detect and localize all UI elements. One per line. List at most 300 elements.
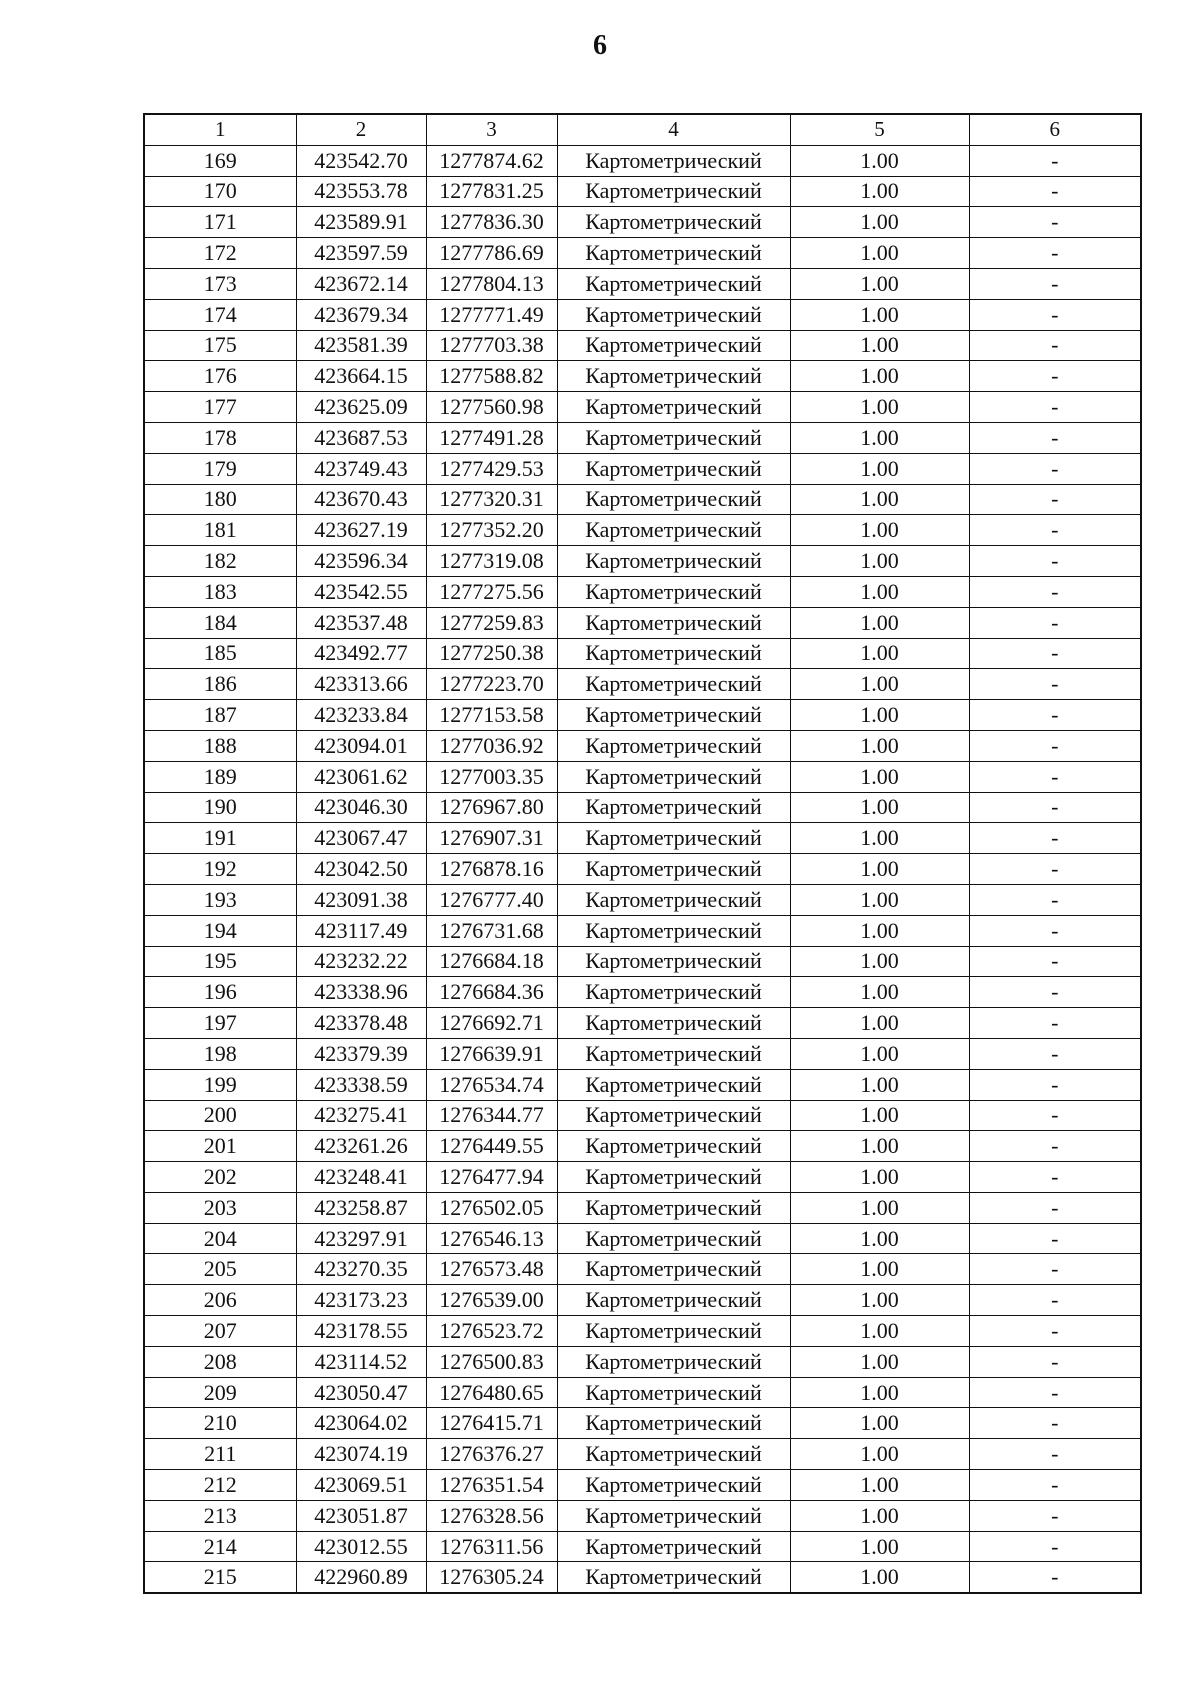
- column-header-5: 5: [790, 114, 969, 145]
- method-cell: Картометрический: [557, 1162, 790, 1193]
- note-cell: -: [969, 1377, 1141, 1408]
- table-row: [144, 1223, 1141, 1254]
- y-coordinate-cell: 1277036.92: [426, 730, 557, 761]
- x-coordinate-cell: 423627.19: [296, 515, 426, 546]
- point-number-cell: 205: [144, 1254, 296, 1285]
- method-cell: Картометрический: [557, 1008, 790, 1039]
- table-row: [144, 484, 1141, 515]
- accuracy-cell: 1.00: [790, 238, 969, 269]
- table-row: [144, 915, 1141, 946]
- x-coordinate-cell: 423542.70: [296, 145, 426, 176]
- point-number-cell: 170: [144, 176, 296, 207]
- method-cell: Картометрический: [557, 422, 790, 453]
- point-number-cell: 189: [144, 761, 296, 792]
- note-cell: -: [969, 1069, 1141, 1100]
- point-number-cell: 179: [144, 453, 296, 484]
- x-coordinate-cell: 423581.39: [296, 330, 426, 361]
- x-coordinate-cell: 423094.01: [296, 730, 426, 761]
- note-cell: -: [969, 268, 1141, 299]
- point-number-cell: 175: [144, 330, 296, 361]
- point-number-cell: 201: [144, 1131, 296, 1162]
- point-number-cell: 199: [144, 1069, 296, 1100]
- table-row: [144, 546, 1141, 577]
- note-cell: -: [969, 515, 1141, 546]
- note-cell: -: [969, 1408, 1141, 1439]
- y-coordinate-cell: 1276376.27: [426, 1439, 557, 1470]
- table-row: [144, 392, 1141, 423]
- point-number-cell: 211: [144, 1439, 296, 1470]
- point-number-cell: 181: [144, 515, 296, 546]
- table-row: [144, 1162, 1141, 1193]
- note-cell: -: [969, 1192, 1141, 1223]
- point-number-cell: 183: [144, 576, 296, 607]
- note-cell: -: [969, 1100, 1141, 1131]
- table-row: [144, 607, 1141, 638]
- x-coordinate-cell: 423338.59: [296, 1069, 426, 1100]
- accuracy-cell: 1.00: [790, 361, 969, 392]
- y-coordinate-cell: 1277003.35: [426, 761, 557, 792]
- column-header-6: 6: [969, 114, 1141, 145]
- y-coordinate-cell: 1276573.48: [426, 1254, 557, 1285]
- y-coordinate-cell: 1277352.20: [426, 515, 557, 546]
- table-body: [144, 145, 1141, 1593]
- method-cell: Картометрический: [557, 854, 790, 885]
- table-row: [144, 761, 1141, 792]
- note-cell: -: [969, 884, 1141, 915]
- table-header: [144, 114, 1141, 145]
- method-cell: Картометрический: [557, 576, 790, 607]
- table-row: [144, 854, 1141, 885]
- point-number-cell: 186: [144, 669, 296, 700]
- point-number-cell: 173: [144, 268, 296, 299]
- point-number-cell: 178: [144, 422, 296, 453]
- accuracy-cell: 1.00: [790, 1069, 969, 1100]
- column-header-1: 1: [144, 114, 296, 145]
- point-number-cell: 212: [144, 1470, 296, 1501]
- note-cell: -: [969, 1562, 1141, 1593]
- y-coordinate-cell: 1276480.65: [426, 1377, 557, 1408]
- table-row: [144, 145, 1141, 176]
- accuracy-cell: 1.00: [790, 761, 969, 792]
- accuracy-cell: 1.00: [790, 1408, 969, 1439]
- y-coordinate-cell: 1276684.36: [426, 977, 557, 1008]
- x-coordinate-cell: 423173.23: [296, 1285, 426, 1316]
- point-number-cell: 200: [144, 1100, 296, 1131]
- y-coordinate-cell: 1277319.08: [426, 546, 557, 577]
- table-row: [144, 422, 1141, 453]
- y-coordinate-cell: 1276534.74: [426, 1069, 557, 1100]
- table-row: [144, 638, 1141, 669]
- method-cell: Картометрический: [557, 299, 790, 330]
- point-number-cell: 203: [144, 1192, 296, 1223]
- method-cell: Картометрический: [557, 145, 790, 176]
- note-cell: -: [969, 422, 1141, 453]
- x-coordinate-cell: 423553.78: [296, 176, 426, 207]
- accuracy-cell: 1.00: [790, 1346, 969, 1377]
- method-cell: Картометрический: [557, 1562, 790, 1593]
- accuracy-cell: 1.00: [790, 792, 969, 823]
- note-cell: -: [969, 792, 1141, 823]
- table-row: [144, 361, 1141, 392]
- point-number-cell: 176: [144, 361, 296, 392]
- table-row: [144, 176, 1141, 207]
- x-coordinate-cell: 423672.14: [296, 268, 426, 299]
- method-cell: Картометрический: [557, 638, 790, 669]
- point-number-cell: 193: [144, 884, 296, 915]
- x-coordinate-cell: 423046.30: [296, 792, 426, 823]
- note-cell: -: [969, 453, 1141, 484]
- table-row: [144, 1100, 1141, 1131]
- method-cell: Картометрический: [557, 607, 790, 638]
- table-row: [144, 1038, 1141, 1069]
- table-row: [144, 515, 1141, 546]
- method-cell: Картометрический: [557, 1500, 790, 1531]
- method-cell: Картометрический: [557, 330, 790, 361]
- note-cell: -: [969, 607, 1141, 638]
- point-number-cell: 177: [144, 392, 296, 423]
- point-number-cell: 195: [144, 946, 296, 977]
- accuracy-cell: 1.00: [790, 1439, 969, 1470]
- table-row: [144, 1439, 1141, 1470]
- method-cell: Картометрический: [557, 884, 790, 915]
- table-row: [144, 946, 1141, 977]
- point-number-cell: 187: [144, 700, 296, 731]
- accuracy-cell: 1.00: [790, 1500, 969, 1531]
- x-coordinate-cell: 423625.09: [296, 392, 426, 423]
- page-number: 6: [593, 30, 607, 61]
- coordinates-table: [143, 113, 1142, 1594]
- y-coordinate-cell: 1276539.00: [426, 1285, 557, 1316]
- method-cell: Картометрический: [557, 268, 790, 299]
- note-cell: -: [969, 761, 1141, 792]
- note-cell: -: [969, 299, 1141, 330]
- table-row: [144, 884, 1141, 915]
- accuracy-cell: 1.00: [790, 1038, 969, 1069]
- x-coordinate-cell: 423232.22: [296, 946, 426, 977]
- point-number-cell: 182: [144, 546, 296, 577]
- method-cell: Картометрический: [557, 361, 790, 392]
- note-cell: -: [969, 1038, 1141, 1069]
- point-number-cell: 184: [144, 607, 296, 638]
- accuracy-cell: 1.00: [790, 392, 969, 423]
- x-coordinate-cell: 423670.43: [296, 484, 426, 515]
- point-number-cell: 208: [144, 1346, 296, 1377]
- y-coordinate-cell: 1277836.30: [426, 207, 557, 238]
- x-coordinate-cell: 423338.96: [296, 977, 426, 1008]
- x-coordinate-cell: 423258.87: [296, 1192, 426, 1223]
- point-number-cell: 210: [144, 1408, 296, 1439]
- note-cell: -: [969, 638, 1141, 669]
- accuracy-cell: 1.00: [790, 1131, 969, 1162]
- x-coordinate-cell: 423233.84: [296, 700, 426, 731]
- method-cell: Картометрический: [557, 453, 790, 484]
- table-row: [144, 1346, 1141, 1377]
- method-cell: Картометрический: [557, 669, 790, 700]
- accuracy-cell: 1.00: [790, 515, 969, 546]
- x-coordinate-cell: 423297.91: [296, 1223, 426, 1254]
- point-number-cell: 214: [144, 1531, 296, 1562]
- note-cell: -: [969, 392, 1141, 423]
- point-number-cell: 190: [144, 792, 296, 823]
- note-cell: -: [969, 1316, 1141, 1347]
- accuracy-cell: 1.00: [790, 1470, 969, 1501]
- note-cell: -: [969, 977, 1141, 1008]
- point-number-cell: 191: [144, 823, 296, 854]
- table-row: [144, 238, 1141, 269]
- accuracy-cell: 1.00: [790, 1008, 969, 1039]
- x-coordinate-cell: 423542.55: [296, 576, 426, 607]
- x-coordinate-cell: 423687.53: [296, 422, 426, 453]
- note-cell: -: [969, 576, 1141, 607]
- method-cell: Картометрический: [557, 176, 790, 207]
- table-row: [144, 453, 1141, 484]
- x-coordinate-cell: 423270.35: [296, 1254, 426, 1285]
- x-coordinate-cell: 423596.34: [296, 546, 426, 577]
- accuracy-cell: 1.00: [790, 1377, 969, 1408]
- table-row: [144, 1531, 1141, 1562]
- accuracy-cell: 1.00: [790, 1100, 969, 1131]
- table-row: [144, 1377, 1141, 1408]
- note-cell: -: [969, 330, 1141, 361]
- y-coordinate-cell: 1277874.62: [426, 145, 557, 176]
- y-coordinate-cell: 1276500.83: [426, 1346, 557, 1377]
- y-coordinate-cell: 1277275.56: [426, 576, 557, 607]
- x-coordinate-cell: 423051.87: [296, 1500, 426, 1531]
- table-row: [144, 792, 1141, 823]
- y-coordinate-cell: 1276684.18: [426, 946, 557, 977]
- note-cell: -: [969, 176, 1141, 207]
- accuracy-cell: 1.00: [790, 546, 969, 577]
- note-cell: -: [969, 207, 1141, 238]
- accuracy-cell: 1.00: [790, 607, 969, 638]
- table-row: [144, 1500, 1141, 1531]
- accuracy-cell: 1.00: [790, 977, 969, 1008]
- accuracy-cell: 1.00: [790, 884, 969, 915]
- x-coordinate-cell: 423061.62: [296, 761, 426, 792]
- x-coordinate-cell: 423091.38: [296, 884, 426, 915]
- method-cell: Картометрический: [557, 977, 790, 1008]
- accuracy-cell: 1.00: [790, 299, 969, 330]
- point-number-cell: 215: [144, 1562, 296, 1593]
- x-coordinate-cell: 423537.48: [296, 607, 426, 638]
- note-cell: -: [969, 823, 1141, 854]
- accuracy-cell: 1.00: [790, 915, 969, 946]
- point-number-cell: 185: [144, 638, 296, 669]
- point-number-cell: 172: [144, 238, 296, 269]
- accuracy-cell: 1.00: [790, 422, 969, 453]
- y-coordinate-cell: 1276639.91: [426, 1038, 557, 1069]
- method-cell: Картометрический: [557, 207, 790, 238]
- table-row: [144, 730, 1141, 761]
- point-number-cell: 204: [144, 1223, 296, 1254]
- method-cell: Картометрический: [557, 1377, 790, 1408]
- column-header-3: 3: [426, 114, 557, 145]
- method-cell: Картометрический: [557, 1346, 790, 1377]
- y-coordinate-cell: 1276305.24: [426, 1562, 557, 1593]
- x-coordinate-cell: 423679.34: [296, 299, 426, 330]
- x-coordinate-cell: 423114.52: [296, 1346, 426, 1377]
- method-cell: Картометрический: [557, 700, 790, 731]
- method-cell: Картометрический: [557, 915, 790, 946]
- y-coordinate-cell: 1277250.38: [426, 638, 557, 669]
- note-cell: -: [969, 1285, 1141, 1316]
- method-cell: Картометрический: [557, 1470, 790, 1501]
- y-coordinate-cell: 1276777.40: [426, 884, 557, 915]
- accuracy-cell: 1.00: [790, 576, 969, 607]
- point-number-cell: 194: [144, 915, 296, 946]
- method-cell: Картометрический: [557, 1131, 790, 1162]
- method-cell: Картометрический: [557, 1223, 790, 1254]
- x-coordinate-cell: 422960.89: [296, 1562, 426, 1593]
- point-number-cell: 209: [144, 1377, 296, 1408]
- note-cell: -: [969, 1131, 1141, 1162]
- note-cell: -: [969, 1008, 1141, 1039]
- accuracy-cell: 1.00: [790, 330, 969, 361]
- table-row: [144, 207, 1141, 238]
- table-row: [144, 1316, 1141, 1347]
- note-cell: -: [969, 238, 1141, 269]
- x-coordinate-cell: 423597.59: [296, 238, 426, 269]
- accuracy-cell: 1.00: [790, 1162, 969, 1193]
- x-coordinate-cell: 423067.47: [296, 823, 426, 854]
- x-coordinate-cell: 423664.15: [296, 361, 426, 392]
- method-cell: Картометрический: [557, 1285, 790, 1316]
- note-cell: -: [969, 1346, 1141, 1377]
- y-coordinate-cell: 1276692.71: [426, 1008, 557, 1039]
- method-cell: Картометрический: [557, 761, 790, 792]
- method-cell: Картометрический: [557, 730, 790, 761]
- x-coordinate-cell: 423012.55: [296, 1531, 426, 1562]
- column-header-2: 2: [296, 114, 426, 145]
- x-coordinate-cell: 423492.77: [296, 638, 426, 669]
- accuracy-cell: 1.00: [790, 730, 969, 761]
- note-cell: -: [969, 700, 1141, 731]
- point-number-cell: 196: [144, 977, 296, 1008]
- note-cell: -: [969, 1254, 1141, 1285]
- table-row: [144, 823, 1141, 854]
- note-cell: -: [969, 484, 1141, 515]
- y-coordinate-cell: 1276344.77: [426, 1100, 557, 1131]
- y-coordinate-cell: 1277771.49: [426, 299, 557, 330]
- method-cell: Картометрический: [557, 1038, 790, 1069]
- table-row: [144, 1470, 1141, 1501]
- method-cell: Картометрический: [557, 946, 790, 977]
- accuracy-cell: 1.00: [790, 268, 969, 299]
- table-row: [144, 1192, 1141, 1223]
- accuracy-cell: 1.00: [790, 484, 969, 515]
- y-coordinate-cell: 1277831.25: [426, 176, 557, 207]
- table-row: [144, 1008, 1141, 1039]
- note-cell: -: [969, 669, 1141, 700]
- y-coordinate-cell: 1276311.56: [426, 1531, 557, 1562]
- note-cell: -: [969, 145, 1141, 176]
- note-cell: -: [969, 915, 1141, 946]
- accuracy-cell: 1.00: [790, 638, 969, 669]
- point-number-cell: 206: [144, 1285, 296, 1316]
- x-coordinate-cell: 423749.43: [296, 453, 426, 484]
- accuracy-cell: 1.00: [790, 1531, 969, 1562]
- table-row: [144, 299, 1141, 330]
- method-cell: Картометрический: [557, 515, 790, 546]
- method-cell: Картометрический: [557, 238, 790, 269]
- note-cell: -: [969, 361, 1141, 392]
- accuracy-cell: 1.00: [790, 145, 969, 176]
- y-coordinate-cell: 1276907.31: [426, 823, 557, 854]
- y-coordinate-cell: 1277703.38: [426, 330, 557, 361]
- x-coordinate-cell: 423042.50: [296, 854, 426, 885]
- y-coordinate-cell: 1276502.05: [426, 1192, 557, 1223]
- table-row: [144, 1285, 1141, 1316]
- point-number-cell: 180: [144, 484, 296, 515]
- table-row: [144, 669, 1141, 700]
- method-cell: Картометрический: [557, 823, 790, 854]
- x-coordinate-cell: 423050.47: [296, 1377, 426, 1408]
- y-coordinate-cell: 1277153.58: [426, 700, 557, 731]
- x-coordinate-cell: 423064.02: [296, 1408, 426, 1439]
- table-row: [144, 1131, 1141, 1162]
- y-coordinate-cell: 1276415.71: [426, 1408, 557, 1439]
- point-number-cell: 169: [144, 145, 296, 176]
- method-cell: Картометрический: [557, 1439, 790, 1470]
- point-number-cell: 213: [144, 1500, 296, 1531]
- method-cell: Картометрический: [557, 1316, 790, 1347]
- method-cell: Картометрический: [557, 1531, 790, 1562]
- y-coordinate-cell: 1276967.80: [426, 792, 557, 823]
- point-number-cell: 197: [144, 1008, 296, 1039]
- accuracy-cell: 1.00: [790, 1254, 969, 1285]
- x-coordinate-cell: 423117.49: [296, 915, 426, 946]
- header-row: [144, 114, 1141, 145]
- y-coordinate-cell: 1276351.54: [426, 1470, 557, 1501]
- y-coordinate-cell: 1277804.13: [426, 268, 557, 299]
- accuracy-cell: 1.00: [790, 453, 969, 484]
- y-coordinate-cell: 1276328.56: [426, 1500, 557, 1531]
- x-coordinate-cell: 423074.19: [296, 1439, 426, 1470]
- note-cell: -: [969, 546, 1141, 577]
- accuracy-cell: 1.00: [790, 207, 969, 238]
- note-cell: -: [969, 1223, 1141, 1254]
- table-row: [144, 1254, 1141, 1285]
- table-row: [144, 1562, 1141, 1593]
- note-cell: -: [969, 1500, 1141, 1531]
- accuracy-cell: 1.00: [790, 854, 969, 885]
- y-coordinate-cell: 1277259.83: [426, 607, 557, 638]
- y-coordinate-cell: 1276449.55: [426, 1131, 557, 1162]
- y-coordinate-cell: 1276523.72: [426, 1316, 557, 1347]
- method-cell: Картометрический: [557, 1100, 790, 1131]
- accuracy-cell: 1.00: [790, 669, 969, 700]
- y-coordinate-cell: 1276546.13: [426, 1223, 557, 1254]
- y-coordinate-cell: 1277429.53: [426, 453, 557, 484]
- point-number-cell: 188: [144, 730, 296, 761]
- point-number-cell: 171: [144, 207, 296, 238]
- table-row: [144, 977, 1141, 1008]
- y-coordinate-cell: 1277491.28: [426, 422, 557, 453]
- point-number-cell: 202: [144, 1162, 296, 1193]
- accuracy-cell: 1.00: [790, 176, 969, 207]
- method-cell: Картометрический: [557, 1069, 790, 1100]
- table-row: [144, 700, 1141, 731]
- x-coordinate-cell: 423378.48: [296, 1008, 426, 1039]
- y-coordinate-cell: 1276731.68: [426, 915, 557, 946]
- x-coordinate-cell: 423069.51: [296, 1470, 426, 1501]
- point-number-cell: 207: [144, 1316, 296, 1347]
- table-row: [144, 330, 1141, 361]
- accuracy-cell: 1.00: [790, 823, 969, 854]
- note-cell: -: [969, 1162, 1141, 1193]
- accuracy-cell: 1.00: [790, 1223, 969, 1254]
- table-row: [144, 1408, 1141, 1439]
